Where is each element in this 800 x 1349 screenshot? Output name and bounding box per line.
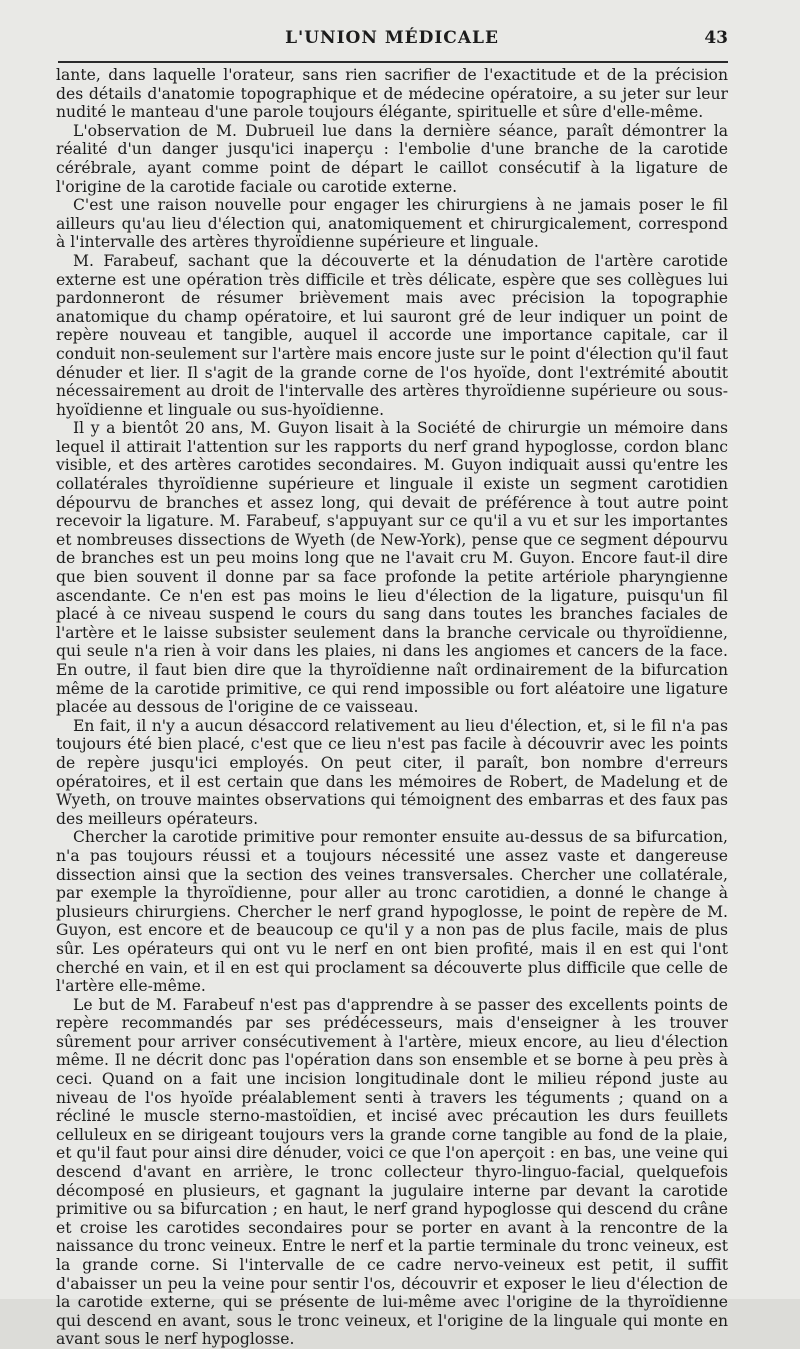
paragraph-desaccord: En fait, il n'y a aucun désaccord relativement au lieu d'élection, et, si le fil n'a pas toujours été bien placé, c'est que ce lieu n'est pas facile à découvrir avec les points de repère jusqu'ici employés. On peut citer, il paraît, bon nombre d'erreurs opératoires, et il est certain que dans les mémoires de Robert, de Madelung et de Wyeth, on trouve maintes observations qui témoignent des embarras et des faux pas des meilleurs opérateurs. (56, 716, 728, 828)
article-body (56, 66, 728, 1349)
paragraph-dubrueil: L'observation de M. Dubrueil lue dans la dernière séance, paraît démontrer la réalité d'un danger jusqu'ici inaperçu : l'embolie d'une branche de la carotide cérébrale, ayant comme point de départ le caillot consécutif à la ligature de l'origine de la carotide faciale ou carotide externe. (56, 121, 728, 196)
paragraph-carotide-primitive: Chercher la carotide primitive pour remonter ensuite au-dessus de sa bifurcation, n'a pas toujours réussi et a toujours nécessité une assez vaste et dangereuse dissection ainsi que la section des veines transversales. Chercher une collatérale, par exemple la thyroïdienne, pour aller au tronc carotidien, a donné le change à plusieurs chirurgiens. Chercher le nerf grand hypoglosse, le point de repère de M. Guyon, est encore et de beaucoup ce qu'il y a non pas de plus facile, mais de plus sûr. Les opérateurs qui ont vu le nerf en ont bien profité, mais il en est qui l'ont cherché en vain, et il en est qui proclament sa découverte plus difficile que celle de l'artère elle-même. (56, 828, 728, 996)
paragraph-farabeuf: M. Farabeuf, sachant que la découverte et la dénudation de l'artère carotide externe est une opération très difficile et très délicate, espère que ses collègues lui pardonneront de résumer brièvement mais avec précision la topographie anatomique du champ opératoire, et lui sauront gré de leur indiquer un point de repère nouveau et tangible, auquel il accorde une importance capitale, car il conduit non-seulement sur l'artère mais encore juste sur le point d'élection qu'il faut dénuder et lier. Il s'agit de la grande corne de l'os hyoïde, dont l'extrémité aboutit nécessairement au droit de l'intervalle des artères thyroïdienne supérieure ou sous-hyoïdienne et linguale ou sus-hyoïdienne. (56, 251, 728, 419)
header-rule (58, 61, 728, 63)
paragraph-but: Le but de M. Farabeuf n'est pas d'apprendre à se passer des excellents points de repère recommandés par ses prédécesseurs, mais d'enseigner à les trouver sûrement pour arriver consécutivement à l'artère, mieux encore, au lieu d'élection même. Il ne décrit donc pas l'opération dans son ensemble et se borne à peu près à ceci. Quand on a fait une incision longitudinale dont le milieu répond juste au niveau de l'os hyoïde préalablement senti à travers les téguments ; quand on a récliné le muscle sterno-mastoïdien, et incisé avec précaution les durs feuillets celluleux en se dirigeant toujours vers la grande corne tangible au fond de la plaie, et qu'il faut pour ainsi dire dénuder, voici ce que l'on aperçoit : en bas, une veine qui descend d'avant en arrière, le tronc collecteur thyro-linguo-facial, quelquefois décomposé en plusieurs, et gagnant la jugulaire interne par devant la carotide primitive ou sa bifurcation ; en haut, le nerf grand hypoglosse qui descend du crâne et croise les carotides secondaires pour se porter en avant à la rencontre de la naissance du tronc veineux. Entre le nerf et la partie terminale du tronc veineux, est la grande corne. Si l'intervalle de ce cadre nervo-veineux est petit, il suffit d'abaisser un peu la veine pour sentir l'os, découvrir et exposer le lieu d'élection de la carotide externe, qui se présente de lui-même avec l'origine de la thyroïdienne qui descend en avant, sous le tronc veineux, et l'origine de la linguale qui monte en avant sous le nerf hypoglosse. (56, 995, 729, 1349)
paragraph-continuation: lante, dans laquelle l'orateur, sans rien sacrifier de l'exactitude et de la précision des détails d'anatomie topographique et de médecine opératoire, a su jeter sur leur nudité le manteau d'une parole toujours élégante, spirituelle et sûre d'elle-même. (56, 66, 728, 122)
page-number: 43 (704, 28, 728, 48)
paragraph-guyon: Il y a bientôt 20 ans, M. Guyon lisait à la Société de chirurgie un mémoire dans lequel il attirait l'attention sur les rapports du nerf grand hypoglosse, cordon blanc visible, et des artères carotides secondaires. M. Guyon indiquait aussi qu'entre les collatérales thyroïdienne supérieure et linguale il existe un segment carotidien dépourvu de branches et assez long, qui devait de préférence à tout autre point recevoir la ligature. M. Farabeuf, s'appuyant sur ce qu'il a vu et sur les importantes et nombreuses dissections de Wyeth (de New-York), pense que ce segment dépourvu de branches est un peu moins long que ne l'avait cru M. Guyon. Encore faut-il dire que bien souvent il donne par sa face profonde la petite artériole pharyngienne ascendante. Ce n'en est pas moins le lieu d'élection de la ligature, puisqu'un fil placé à ce niveau suspend le cours du sang dans toutes les branches faciales de l'artère et le laisse subsister seulement dans la branche cervicale ou thyroïdienne, qui seule n'a rien à voir dans les plaies, ni dans les angiomes et cancers de la face. En outre, il faut bien dire que la thyroïdienne naît ordinairement de la bifurcation même de la carotide primitive, ce qui rend impossible ou fort aléatoire une ligature placée au dessous de l'origine de ce vaisseau. (56, 419, 728, 717)
running-title: L'UNION MÉDICALE (285, 28, 499, 48)
paragraph-lieu-election: C'est une raison nouvelle pour engager les chirurgiens à ne jamais poser le fil ailleurs qu'au lieu d'élection qui, anatomiquement et chirurgicalement, correspond à l'intervalle des artères thyroïdienne supérieure et linguale. (56, 196, 728, 252)
page-header (56, 24, 728, 54)
